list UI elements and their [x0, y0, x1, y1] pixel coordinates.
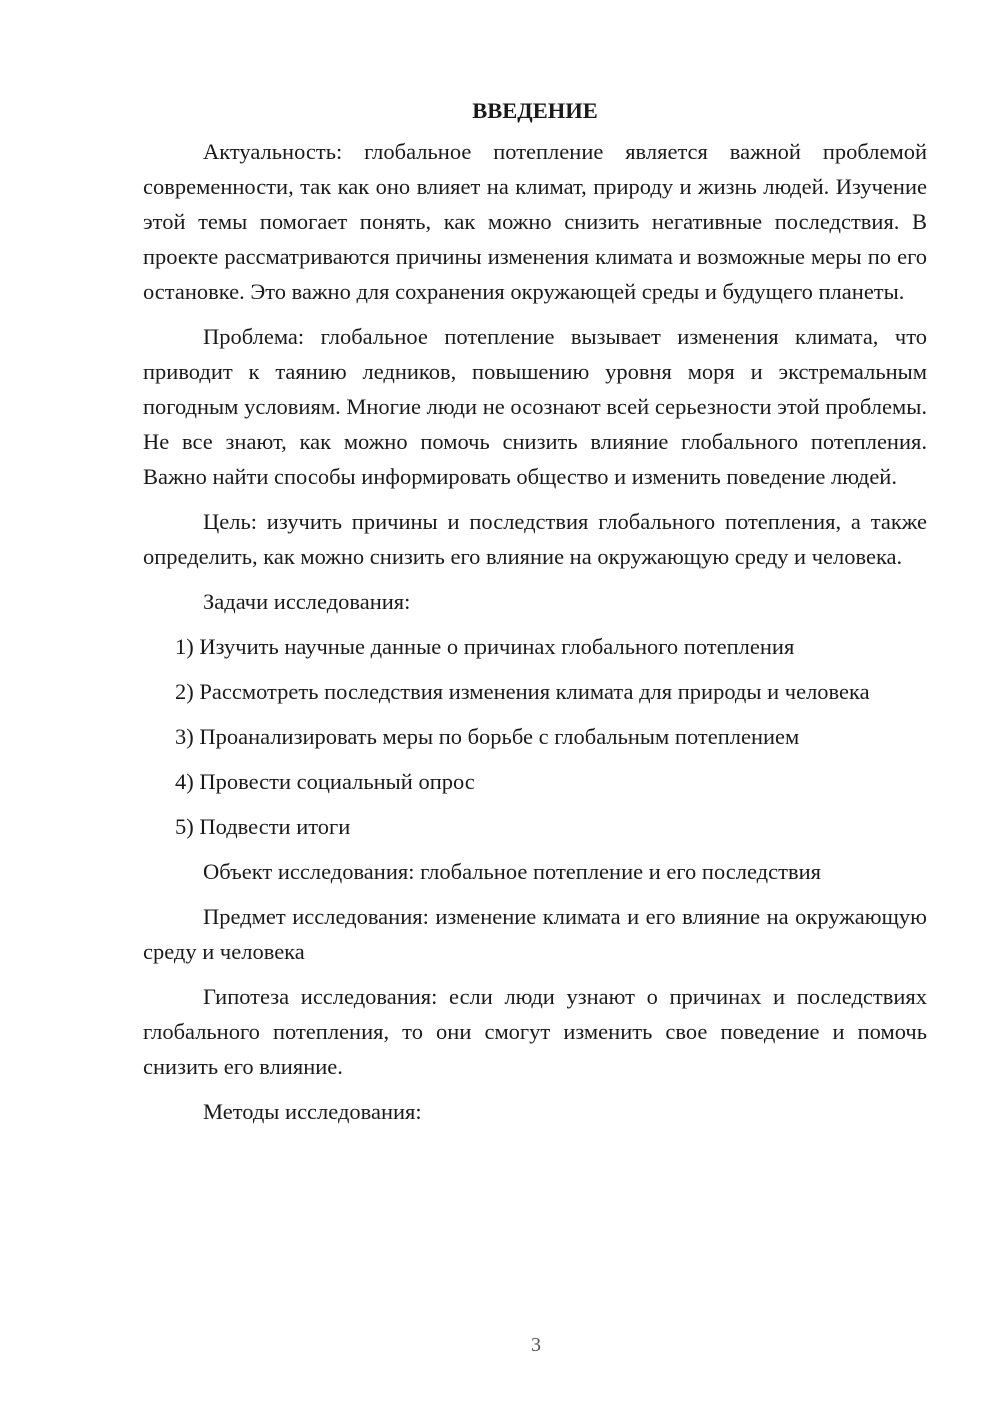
problem-paragraph: Проблема: глобальное потепление вызывает изменения климата, что приводит к таянию ледников, повышению уровня моря и экстремальным погодным условиям. Многие люди не осознают всей серьезности этой проблемы. Не все знают, как можно помочь снизить влияние глобального потепления. Важно найти способы информировать общество и изменить поведение людей. [143, 324, 927, 489]
tasks-heading: Задачи исследования: [203, 589, 411, 614]
goal-paragraph: Цель: изучить причины и последствия глобального потепления, а также определить, как можно снизить его влияние на окружающую среду и человека. [143, 509, 927, 569]
page-number: 3 [531, 1334, 541, 1356]
task-item-3: 3) Проанализировать меры по борьбе с глобальным потеплением [175, 724, 800, 749]
methods-heading: Методы исследования: [203, 1099, 422, 1124]
object-paragraph: Объект исследования: глобальное потепление и его последствия [203, 859, 821, 884]
task-item-1: 1) Изучить научные данные о причинах глобального потепления [175, 634, 795, 659]
section-title: ВВЕДЕНИЕ [472, 98, 598, 123]
task-item-2: 2) Рассмотреть последствия изменения климата для природы и человека [175, 679, 870, 704]
subject-paragraph: Предмет исследования: изменение климата и его влияние на окружающую среду и человека [143, 904, 927, 964]
relevance-paragraph: Актуальность: глобальное потепление является важной проблемой современности, так как оно влияет на климат, природу и жизнь людей. Изучение этой темы помогает понять, как можно снизить негативные последствия. В проекте рассматриваются причины изменения климата и возможные меры по его остановке. Это важно для сохранения окружающей среды и будущего планеты. [143, 139, 927, 304]
hypothesis-paragraph: Гипотеза исследования: если люди узнают о причинах и последствиях глобального потепления, то они смогут изменить свое поведение и помочь снизить его влияние. [143, 984, 927, 1079]
document-page [143, 93, 927, 1139]
task-item-5: 5) Подвести итоги [175, 814, 351, 839]
task-item-4: 4) Провести социальный опрос [175, 769, 475, 794]
